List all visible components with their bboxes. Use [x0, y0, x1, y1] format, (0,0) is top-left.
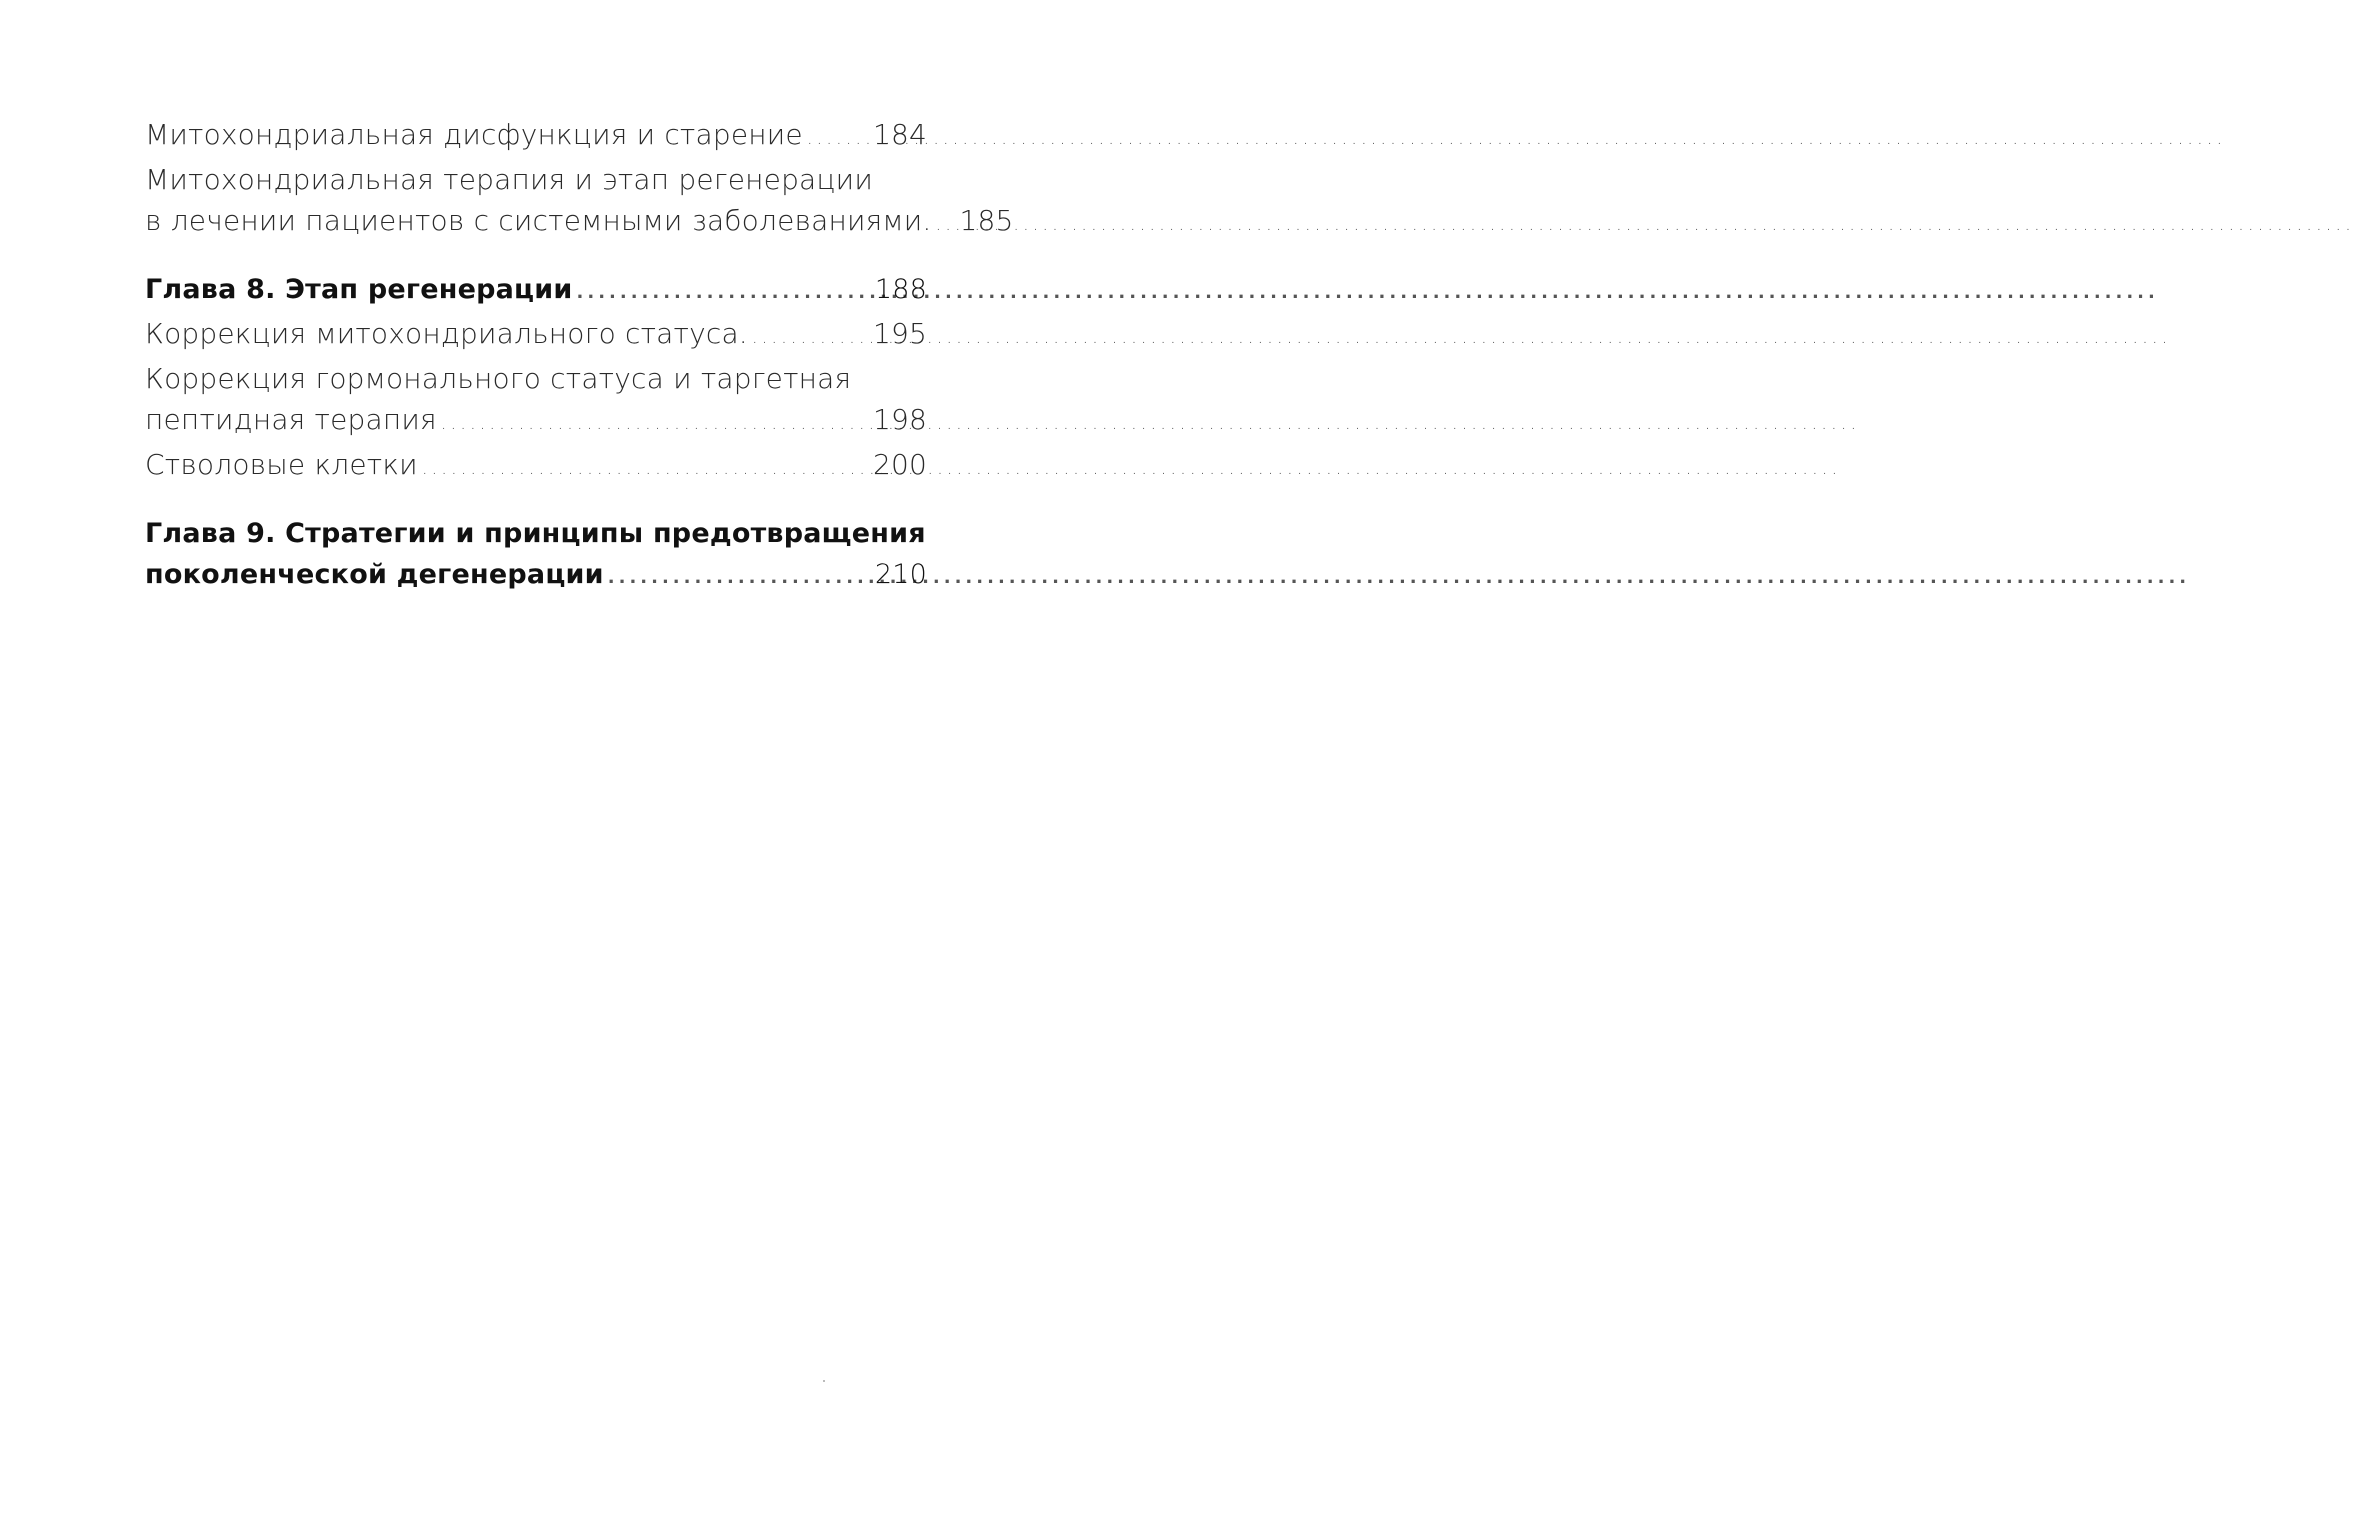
toc-page-number: 200 — [872, 448, 927, 481]
toc-line — [145, 513, 927, 554]
leader-dots — [577, 272, 871, 313]
toc-entry-title: Стволовые клетки — [145, 448, 418, 481]
toc-page-number: 188 — [874, 274, 927, 305]
toc-line — [145, 114, 927, 159]
toc-chapter-title: Глава 8. Этап регенерации — [145, 274, 573, 305]
toc-entry-title-cont: пептидная терапия — [145, 403, 437, 436]
scan-speck — [823, 1380, 825, 1382]
leader-dots — [935, 204, 955, 245]
toc-line — [145, 444, 927, 489]
toc-page-number: 185 — [959, 204, 1014, 237]
toc-page-number: 184 — [872, 118, 927, 151]
toc-chapter-9 — [145, 513, 927, 598]
toc-page-number: 198 — [872, 403, 927, 436]
toc-entry-title-cont: в лечении пациентов с системными заболеваниями. — [145, 204, 932, 237]
leader-dots — [441, 403, 869, 444]
toc-page-number: 210 — [874, 559, 927, 590]
toc-entry-mito-therapy — [145, 159, 1014, 245]
leader-dots — [422, 448, 869, 489]
toc-entry-title: Митохондриальная терапия и этап регенерации — [145, 163, 873, 196]
toc-chapter-title-cont: поколенческой дегенерации — [145, 559, 604, 590]
toc-chapter-title: Глава 9. Стратегии и принципы предотвращения — [145, 518, 926, 549]
toc-entry-mito-dysfunction — [145, 114, 927, 159]
toc-line — [145, 399, 927, 444]
leader-dots — [608, 557, 871, 598]
leader-dots — [807, 118, 869, 159]
toc-line — [145, 313, 927, 358]
toc-line — [145, 358, 927, 399]
spacer — [145, 245, 927, 269]
toc-chapter-8 — [145, 269, 927, 313]
toc-entry-mito-status — [145, 313, 927, 358]
toc-entry-stem-cells — [145, 444, 927, 489]
spacer — [145, 489, 927, 513]
toc-entry-title: Митохондриальная дисфункция и старение — [145, 118, 803, 151]
toc-entry-hormonal-status — [145, 358, 927, 444]
leader-dots — [752, 317, 869, 358]
toc-line — [145, 269, 927, 313]
toc-page-number: 195 — [872, 317, 927, 350]
table-of-contents — [145, 114, 1014, 598]
toc-line — [145, 554, 927, 598]
toc-line — [145, 200, 1014, 245]
toc-entry-title: Коррекция гормонального статуса и таргетная — [145, 362, 852, 395]
toc-entry-title: Коррекция митохондриального статуса. — [145, 317, 748, 350]
toc-line — [145, 159, 927, 200]
